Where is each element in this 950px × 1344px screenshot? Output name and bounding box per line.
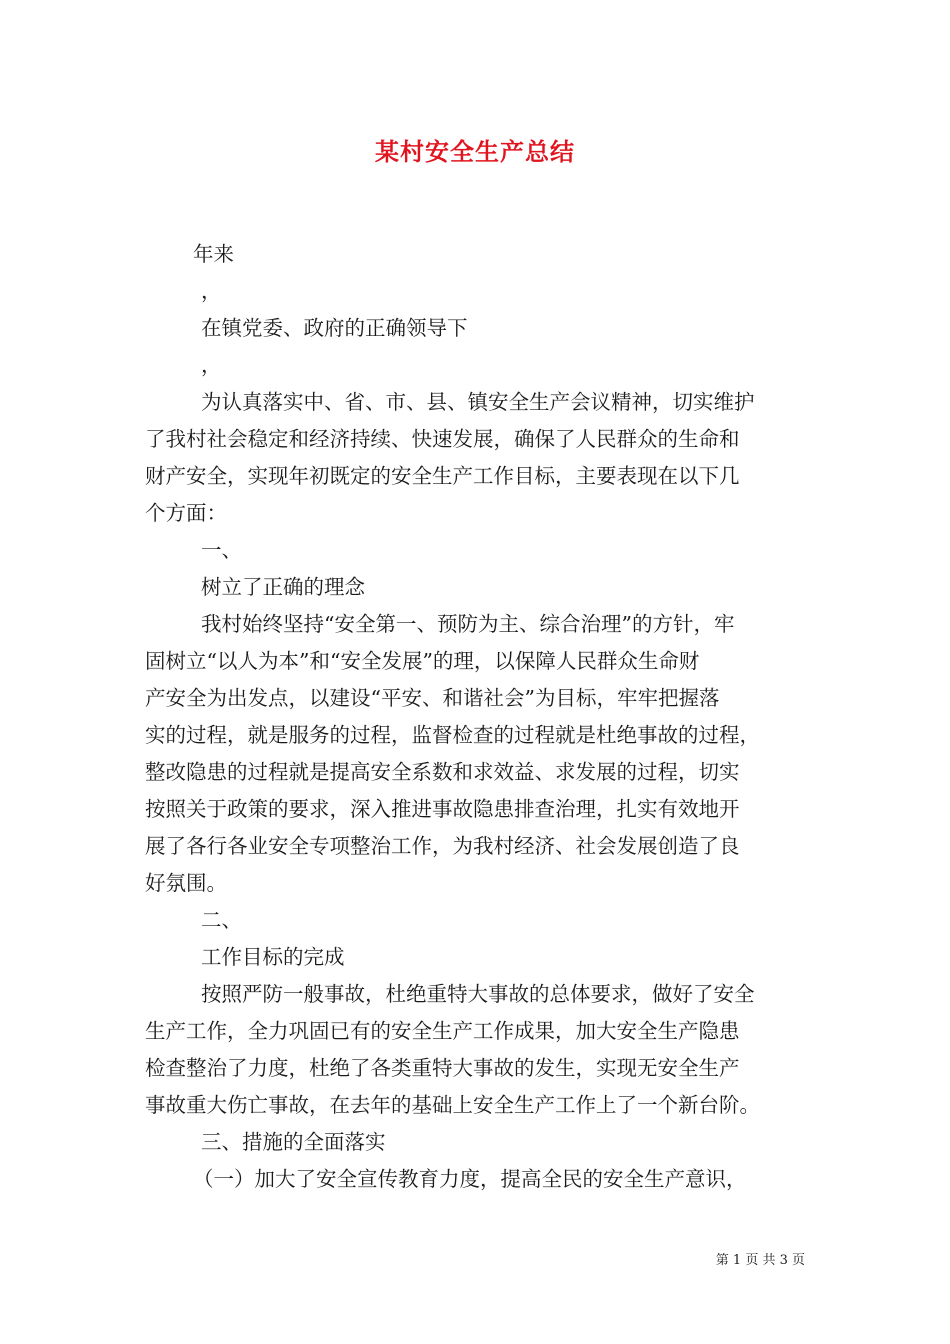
text-line: 财产安全，实现年初既定的安全生产工作目标，主要表现在以下几 (145, 464, 740, 488)
text-line: 产安全为出发点，以建设“平安、和谐社会”为目标，牢牢把握落 (145, 686, 720, 710)
text-line: 为认真落实中、省、市、县、镇安全生产会议精神，切实维护 (201, 390, 755, 414)
text-line: ， (201, 353, 222, 377)
text-line: 固树立“以人为本”和“安全发展”的理，以保障人民群众生命财 (145, 649, 700, 673)
text-line: 在镇党委、政府的正确领导下 (201, 316, 468, 340)
text-line: 个方面： (145, 501, 227, 525)
section-heading: 三、措施的全面落实 (201, 1130, 386, 1154)
page-number: 第 1 页 共 3 页 (715, 1253, 805, 1268)
text-line: ， (201, 279, 222, 303)
text-line: 实的过程，就是服务的过程，监督检查的过程就是杜绝事故的过程， (145, 723, 760, 747)
text-line: 按照严防一般事故，杜绝重特大事故的总体要求，做好了安全 (201, 982, 755, 1006)
text-line: 我村始终坚持“安全第一、预防为主、综合治理”的方针，牢 (201, 612, 735, 636)
text-line: 整改隐患的过程就是提高安全系数和求效益、求发展的过程，切实 (145, 760, 740, 784)
text-line: 了我村社会稳定和经济持续、快速发展，确保了人民群众的生命和 (145, 427, 740, 451)
text-line: 按照关于政策的要求，深入推进事故隐患排查治理，扎实有效地开 (145, 797, 740, 821)
section-number: 二、 (201, 908, 242, 932)
text-line: 检查整治了力度，杜绝了各类重特大事故的发生，实现无安全生产 (145, 1056, 740, 1080)
text-line: 事故重大伤亡事故，在去年的基础上安全生产工作上了一个新台阶。 (145, 1093, 760, 1117)
section-number: 一、 (201, 538, 242, 562)
text-line: 生产工作，全力巩固已有的安全生产工作成果，加大安全生产隐患 (145, 1019, 740, 1043)
document-body (145, 236, 817, 1198)
text-line: 展了各行各业安全专项整治工作，为我村经济、社会发展创造了良 (145, 834, 740, 858)
subsection-heading: （一）加大了安全宣传教育力度，提高全民的安全生产意识， (193, 1167, 747, 1191)
text-line: 好氛围。 (145, 871, 227, 895)
text-line: 年来 (193, 242, 234, 266)
section-heading: 工作目标的完成 (201, 945, 345, 969)
section-heading: 树立了正确的理念 (201, 575, 365, 599)
document-title: 某村安全生产总结 (375, 137, 575, 166)
